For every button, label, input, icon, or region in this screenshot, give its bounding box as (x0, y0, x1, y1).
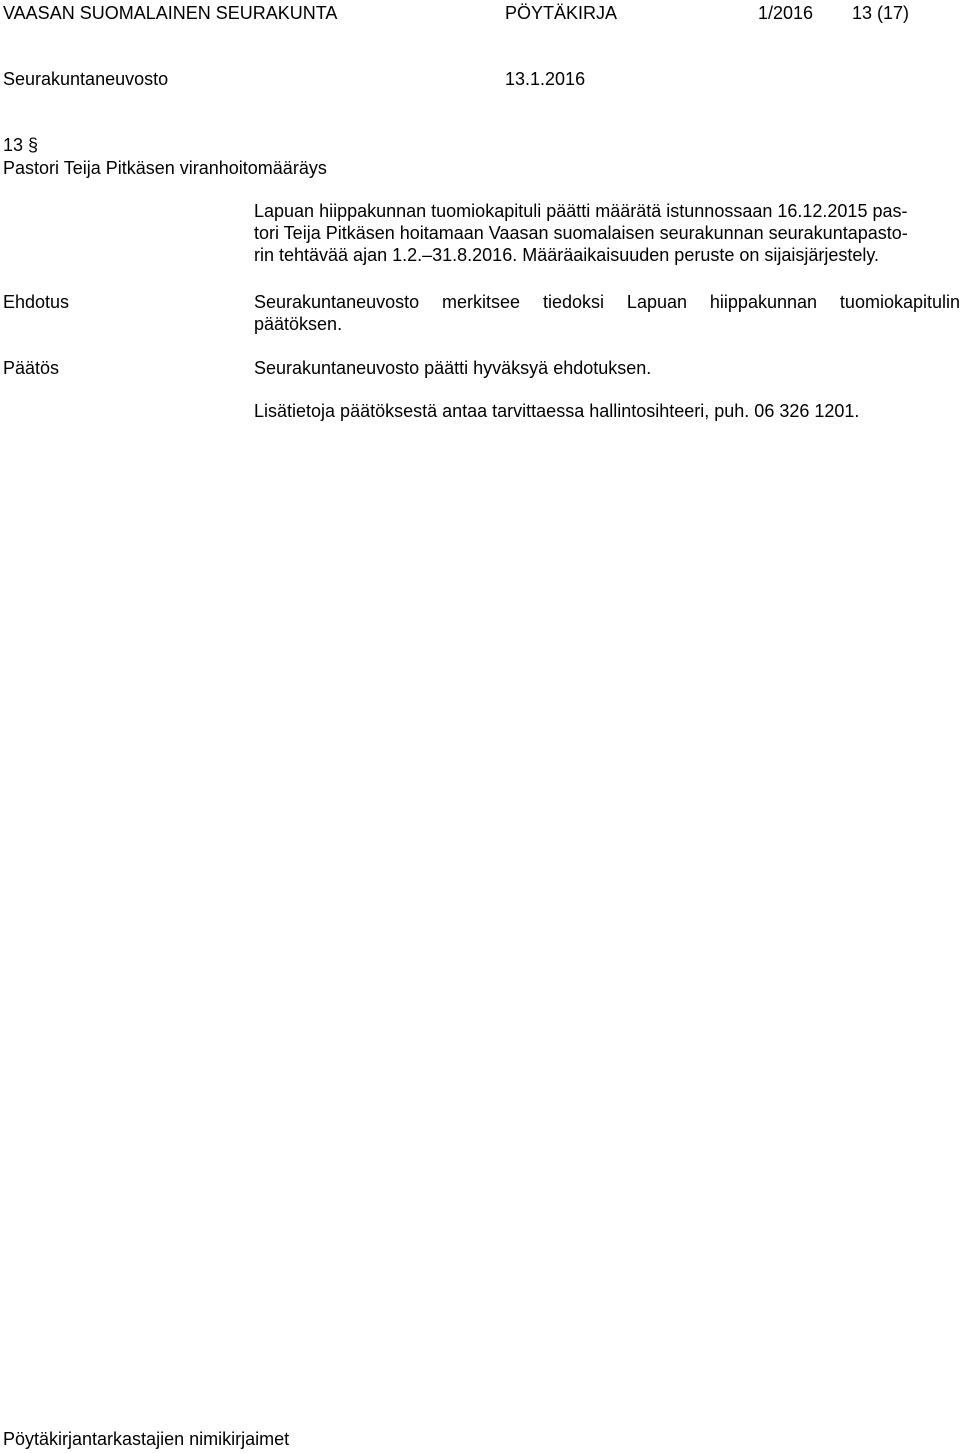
intro-paragraph (254, 200, 960, 266)
governing-body: Seurakuntaneuvosto (3, 69, 169, 89)
document-type: PÖYTÄKIRJA (505, 3, 618, 23)
intro-line: rin tehtävää ajan 1.2.–31.8.2016. Määräaikaisuuden peruste on sijaisjärjestely. (254, 245, 880, 265)
page-number: 13 (17) (852, 3, 910, 23)
proposal-text: Seurakuntaneuvosto merkitsee tiedoksi Lapuan hiippakunnan tuomiokapitulin päätöksen. (254, 292, 960, 334)
decision-label: Päätös (3, 358, 60, 378)
footer-initials-label: Pöytäkirjantarkastajien nimikirjaimet (3, 1429, 290, 1449)
section-title: Pastori Teija Pitkäsen viranhoitomääräys (3, 158, 327, 178)
proposal-label: Ehdotus (3, 292, 70, 312)
contact-text: Lisätietoja päätöksestä antaa tarvittaessa hallintosihteeri, puh. 06 326 1201. (254, 401, 860, 421)
decision-text: Seurakuntaneuvosto päätti hyväksyä ehdotuksen. (254, 358, 652, 378)
intro-line: Lapuan hiippakunnan tuomiokapituli päätti määrätä istunnossaan 16.12.2015 pas- (254, 201, 908, 221)
section-number: 13 § (3, 135, 39, 155)
intro-line: tori Teija Pitkäsen hoitamaan Vaasan suomalaisen seurakunnan seurakuntapasto- (254, 223, 908, 243)
meeting-date: 13.1.2016 (505, 69, 586, 89)
document-number: 1/2016 (758, 3, 814, 23)
organization-name: VAASAN SUOMALAINEN SEURAKUNTA (3, 3, 338, 23)
